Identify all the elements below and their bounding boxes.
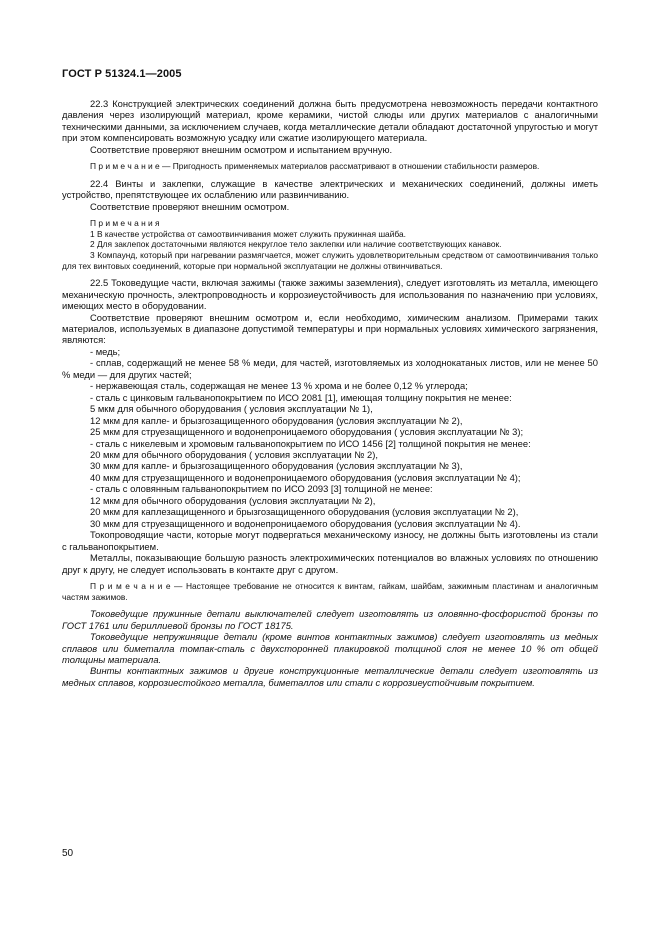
- clause-22-3: 22.3 Конструкцией электрических соединений должна быть предусмотрена невозможность передачи контактного давления через изолирующий материал, кроме керамики, чистой слюды или других материалов с аналогичными техническими данными, за исключением случаев, когда металлические детали обладают достаточной упругостью и могут при этом компенсировать возможную усадку или сжатие изолирующего материала.: [62, 98, 598, 144]
- clause-22-3-check: Соответствие проверяют внешним осмотром и испытанием вручную.: [90, 143, 393, 155]
- document-body: [62, 98, 598, 688]
- clause-22-3-note: [62, 161, 598, 172]
- clause-22-4-check: Соответствие проверяют внешним осмотром.: [90, 200, 290, 212]
- clause-22-5-examples-intro: Соответствие проверяют внешним осмотром и, если необходимо, химическим анализом. Примерами таких материалов, используемых в диапазоне допустимой температуры и при нормальных условиях химического загрязнения, являются:: [62, 311, 598, 346]
- note-item: 2 Для заклепок достаточными являются некруглое тело заклепки или наличие соответствующих канавок.: [90, 239, 502, 250]
- clause-22-4: 22.4 Винты и заклепки, служащие в качестве электрических и механических соединений, должны иметь устройство, препятствующее их ослаблению или развинчиванию.: [62, 177, 598, 201]
- material-list-item: - сталь с никелевым и хромовым гальванопокрытием по ИСО 1456 [2] толщиной покрытия не менее:: [90, 437, 531, 449]
- note-label: П р и м е ч а н и е —: [90, 580, 183, 591]
- material-list-item: - медь;: [90, 345, 121, 357]
- material-list-item: - нержавеющая сталь, содержащая не менее 13 % хрома и не более 0,12 % углерода;: [90, 380, 468, 392]
- note-label: П р и м е ч а н и е —: [90, 161, 171, 172]
- clause-22-5-note: [62, 581, 598, 602]
- material-list-item: 30 мкм для струезащищенного и водонепроницаемого оборудования (условия эксплуатации № 4).: [90, 517, 521, 529]
- material-list-item: - сталь с цинковым гальванопокрытием по ИСО 2081 [1], имеющая толщину покрытия не менее:: [90, 391, 512, 403]
- note-item: 3 Компаунд, который при нагревании размягчается, может служить удовлетворительным средством от самоотвинчивания только для тех винтовых соединений, которые при нормальной эксплуатации не должны отвинчиваться.: [62, 250, 598, 271]
- clause-22-5-wear: Токопроводящие части, которые могут подвергаться механическому износу, не должны быть изготовлены из стали с гальванопокрытием.: [62, 529, 598, 552]
- material-list-item: 20 мкм для каплезащищенного и брызгозащищенного оборудования (условия эксплуатации № 2),: [90, 506, 519, 518]
- material-list-item: 5 мкм для обычного оборудования ( условия эксплуатации № 1),: [90, 403, 373, 415]
- clause-22-5-potential: Металлы, показывающие большую разность электрохимических потенциалов во влажных условиях по отношению друг к другу, не следует использовать в контакте друг с другом.: [62, 552, 598, 575]
- notes-heading: П р и м е ч а н и я: [90, 218, 160, 229]
- note-item: 1 В качестве устройства от самоотвинчивания может служить пружинная шайба.: [90, 228, 406, 239]
- material-list-item: - сталь с оловянным гальванопокрытием по ИСО 2093 [3] толщиной не менее:: [90, 483, 433, 495]
- note-text: Пригодность применяемых материалов рассматривают в отношении стабильности размеров.: [170, 161, 540, 172]
- material-list-item: 40 мкм для струезащищенного и водонепроницаемого оборудования (условия эксплуатации № 4);: [90, 471, 521, 483]
- national-addition: Винты контактных зажимов и другие конструкционные металлические детали следует изготовлять из медных сплавов, коррозиестойкого металла, биметаллов или стали с коррозиеустойчивым покрытием.: [62, 665, 598, 688]
- material-list-item: 12 мкм для капле- и брызгозащищенного оборудования (условия эксплуатации № 2),: [90, 414, 463, 426]
- national-addition: Токоведущие пружинные детали выключателей следует изготовлять из оловянно-фосфористой бронзы по ГОСТ 1761 или бериллиевой бронзы по ГОСТ 18175.: [62, 608, 598, 631]
- material-list-item: 25 мкм для струезащищенного и водонепроницаемого оборудования ( условия эксплуатации № 3);: [90, 426, 524, 438]
- national-addition: Токоведущие непружинящие детали (кроме винтов контактных зажимов) следует изготовлять из медных сплавов или биметалла томпак-сталь с двухсторонней плакировкой толщиной слоя не менее 10 % от общей толщины материала.: [62, 631, 598, 665]
- material-list-item: 30 мкм для капле- и брызгозащищенного оборудования (условия эксплуатации № 3),: [90, 460, 463, 472]
- page-number: 50: [62, 848, 74, 859]
- material-list-item: 20 мкм для обычного оборудования ( условия эксплуатации № 2),: [90, 448, 378, 460]
- material-list-item: 12 мкм для обычного оборудования (условия эксплуатации № 2),: [90, 494, 376, 506]
- document-header: ГОСТ Р 51324.1—2005: [62, 68, 182, 80]
- material-list-item: - сплав, содержащий не менее 58 % меди, для частей, изготовляемых из холоднокатаных листов, или не менее 50 % меди — для других частей;: [62, 357, 598, 380]
- note-text: Настоящее требование не относится к винтам, гайкам, шайбам, зажимным пластинам и аналогичным частям зажимов.: [62, 580, 599, 602]
- clause-22-5: 22.5 Токоведущие части, включая зажимы (также зажимы заземления), следует изготовлять из металла, имеющего механическую прочность, электропроводность и коррозиеустойчивость для использования по назначению при условиях, имеющих место в оборудовании.: [62, 277, 598, 312]
